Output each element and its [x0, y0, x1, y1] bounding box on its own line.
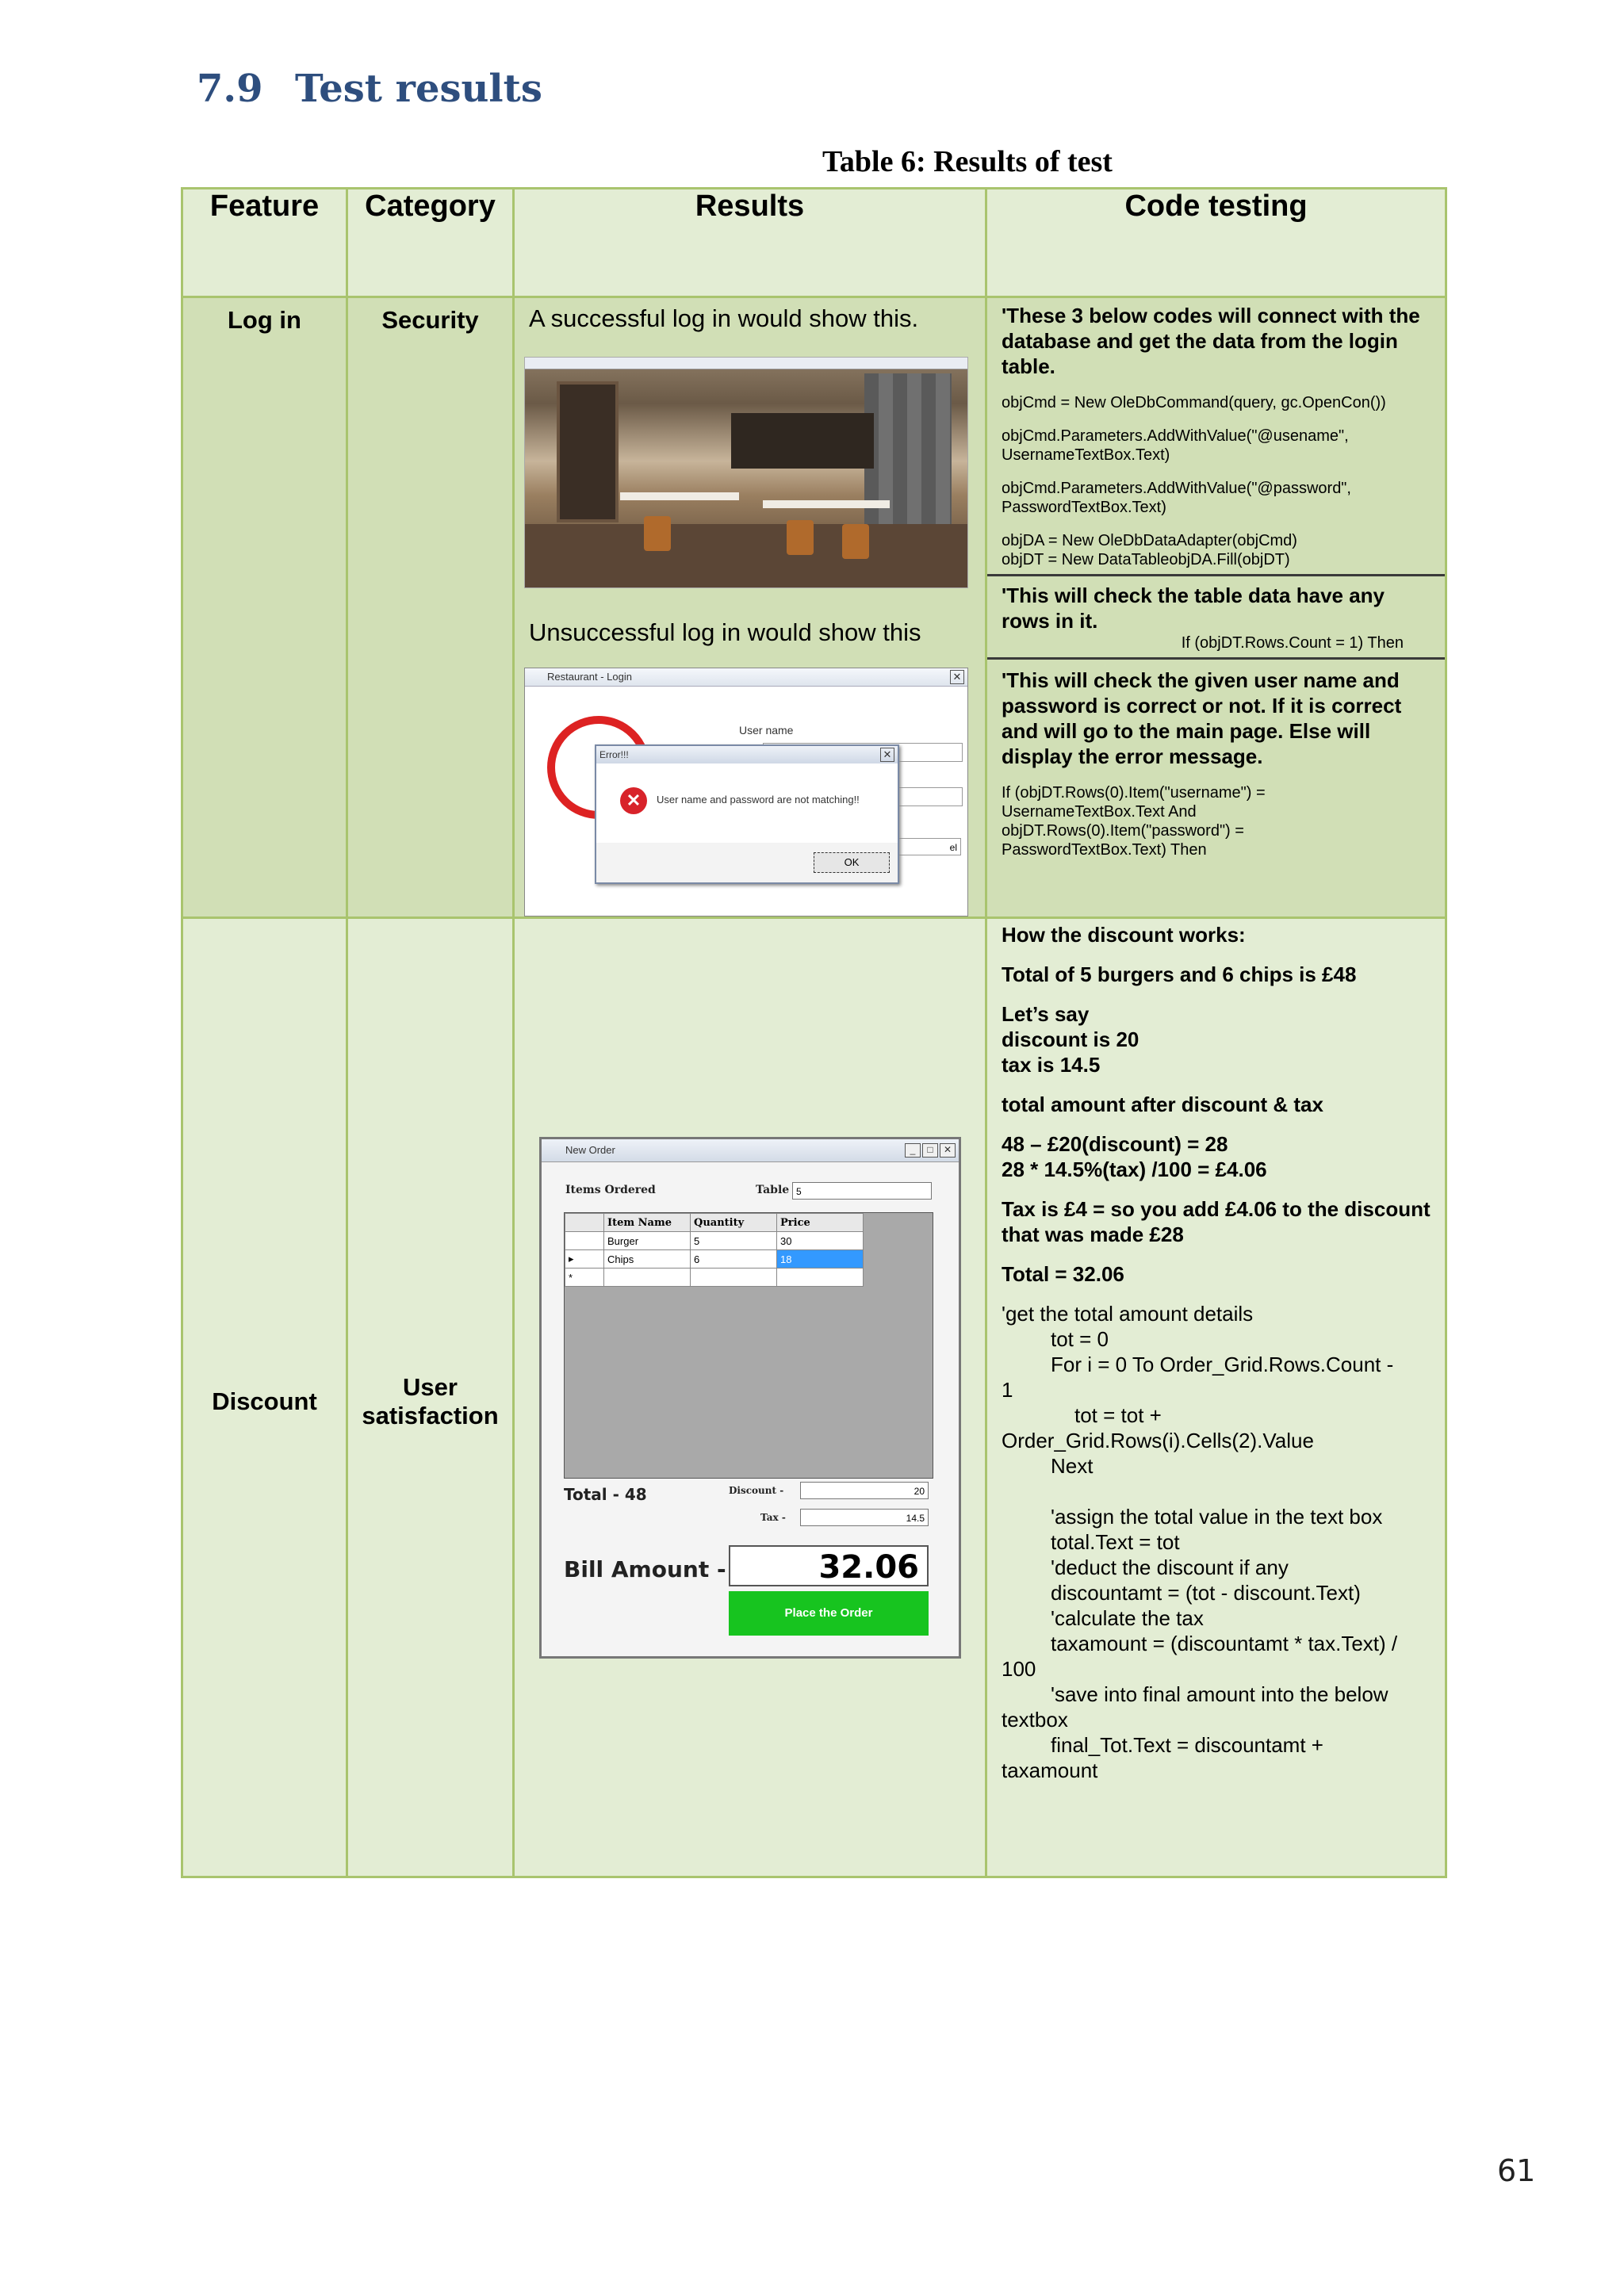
login-window-title: Restaurant - Login: [547, 671, 632, 683]
feature-login: Log in: [182, 297, 347, 918]
explain-line: Tax is £4 = so you add £4.06 to the discount that was made £28: [1002, 1197, 1431, 1246]
code-line: taxamount: [1002, 1758, 1098, 1782]
grid-header: Quantity: [691, 1214, 777, 1232]
code-line: 'assign the total value in the text box: [1051, 1505, 1383, 1529]
order-grid: [564, 1212, 933, 1479]
col-feature: Feature: [182, 189, 347, 297]
explain-line: How the discount works:: [1002, 923, 1246, 947]
ok-button: OK: [814, 852, 890, 873]
code1-line: objDT = New DataTableobjDA.Fill(objDT): [1002, 551, 1290, 568]
error-title: Error!!!: [599, 749, 629, 760]
code-line: 'get the total amount details: [1002, 1302, 1254, 1326]
grid-cell: 6: [691, 1250, 777, 1269]
explain-line: Let’s say: [1002, 1002, 1090, 1026]
section-heading: [197, 67, 542, 111]
place-order-button: Place the Order: [729, 1591, 929, 1636]
bill-amount-label: Bill Amount -: [564, 1556, 726, 1582]
error-dialog: [595, 744, 899, 884]
grid-cell: 18: [777, 1250, 864, 1269]
code2-line: If (objDT.Rows.Count = 1) Then: [1181, 634, 1404, 652]
code-line: 100: [1002, 1657, 1036, 1681]
order-window-title: New Order: [565, 1144, 615, 1156]
col-code-testing: Code testing: [986, 189, 1446, 297]
minimize-icon: _: [905, 1143, 921, 1158]
new-order-screenshot: [539, 1137, 961, 1659]
results-login: [514, 297, 986, 918]
discount-field: 20: [800, 1482, 929, 1499]
explain-line: total amount after discount & tax: [1002, 1093, 1323, 1116]
grid-cell: Burger: [604, 1232, 691, 1250]
code-line: textbox: [1002, 1708, 1068, 1732]
code-login: [986, 297, 1446, 918]
col-category: Category: [347, 189, 514, 297]
grid-cell: Chips: [604, 1250, 691, 1269]
close-icon: ✕: [950, 670, 964, 684]
explain-line: discount is 20: [1002, 1027, 1139, 1051]
restaurant-photo: [524, 357, 968, 588]
code1-comment: 'These 3 below codes will connect with the database and get the data from the login table.: [1002, 304, 1420, 378]
code-line: Next: [1051, 1454, 1094, 1478]
grid-row: [565, 1250, 864, 1269]
code3-line: If (objDT.Rows(0).Item("username") =: [1002, 784, 1266, 802]
code3-line: PasswordTextBox.Text) Then: [1002, 841, 1207, 859]
table-row-login: [182, 297, 1446, 918]
result-fail-text: Unsuccessful log in would show this: [529, 618, 921, 646]
result-success-text: A successful log in would show this.: [529, 304, 919, 332]
page-number: 61: [1497, 2153, 1536, 2188]
total-label: Total - 48: [564, 1485, 647, 1504]
category-user-satisfaction: User satisfaction: [347, 918, 514, 1877]
explain-line: 48 – £20(discount) = 28: [1002, 1132, 1228, 1156]
code-discount: [986, 918, 1446, 1877]
code3-line: objDT.Rows(0).Item("password") =: [1002, 822, 1244, 840]
code1-line: objCmd.Parameters.AddWithValue("@password", PasswordTextBox.Text): [1002, 480, 1351, 516]
maximize-icon: □: [922, 1143, 938, 1158]
code-line: discountamt = (tot - discount.Text): [1051, 1581, 1361, 1605]
table-header-row: [182, 189, 1446, 297]
error-icon: ✕: [620, 787, 647, 814]
tax-field: 14.5: [800, 1509, 929, 1526]
close-icon: ✕: [880, 748, 894, 762]
code1-line: objCmd.Parameters.AddWithValue("@usename", UsernameTextBox.Text): [1002, 427, 1349, 464]
table-label: Table: [756, 1184, 790, 1196]
error-message: User name and password are not matching!!: [657, 794, 860, 806]
grid-cell: 5: [691, 1232, 777, 1250]
code-line: taxamount = (discountamt * tax.Text) /: [1051, 1632, 1398, 1655]
code3-line: UsernameTextBox.Text And: [1002, 803, 1197, 821]
explain-line: tax is 14.5: [1002, 1053, 1101, 1077]
feature-discount: Discount: [182, 918, 347, 1877]
code1-line: objDA = New OleDbDataAdapter(objCmd): [1002, 532, 1297, 549]
section-number: 7.9: [197, 67, 263, 111]
grid-header: Item Name: [604, 1214, 691, 1232]
tax-label: Tax -: [760, 1512, 786, 1523]
section-title: Test results: [295, 67, 542, 111]
code-line: 'save into final amount into the below: [1051, 1682, 1388, 1706]
col-results: Results: [514, 189, 986, 297]
code-line: tot = tot +: [1074, 1403, 1162, 1427]
code-line: total.Text = tot: [1051, 1530, 1180, 1554]
login-error-screenshot: [524, 668, 968, 916]
user-name-label: User name: [739, 724, 794, 737]
row-pointer-icon: ▸: [565, 1250, 604, 1269]
category-security: Security: [347, 297, 514, 918]
code2-comment: 'This will check the table data have any rows in it.: [1002, 584, 1385, 633]
items-ordered-label: Items Ordered: [565, 1184, 656, 1196]
code-line: 'calculate the tax: [1051, 1606, 1204, 1630]
discount-label: Discount -: [729, 1485, 784, 1496]
explain-line: Total = 32.06: [1002, 1262, 1124, 1286]
grid-row: [565, 1232, 864, 1250]
code3-comment: 'This will check the given user name and password is correct or not. If it is correct and will go to the main page. Else will display the error message.: [1002, 668, 1402, 768]
code-line: For i = 0 To Order_Grid.Rows.Count -: [1051, 1353, 1394, 1376]
code1-line: objCmd = New OleDbCommand(query, gc.OpenCon()): [1002, 394, 1386, 411]
code-line: 'deduct the discount if any: [1051, 1556, 1289, 1579]
new-row-icon: *: [565, 1269, 604, 1287]
grid-row: [565, 1269, 864, 1287]
code-line: Order_Grid.Rows(i).Cells(2).Value: [1002, 1429, 1314, 1452]
table-field: 5: [792, 1182, 932, 1200]
table-caption: Table 6: Results of test: [822, 145, 1113, 178]
code-line: final_Tot.Text = discountamt +: [1051, 1733, 1323, 1757]
cancel-button: el: [882, 838, 961, 855]
explain-line: Total of 5 burgers and 6 chips is £48: [1002, 962, 1357, 986]
grid-header: Price: [777, 1214, 864, 1232]
explain-line: 28 * 14.5%(tax) /100 = £4.06: [1002, 1158, 1267, 1181]
code-line: tot = 0: [1051, 1327, 1109, 1351]
bill-amount-field: 32.06: [729, 1545, 929, 1586]
grid-cell: 30: [777, 1232, 864, 1250]
close-icon: ✕: [940, 1143, 956, 1158]
code-line: 1: [1002, 1378, 1013, 1402]
